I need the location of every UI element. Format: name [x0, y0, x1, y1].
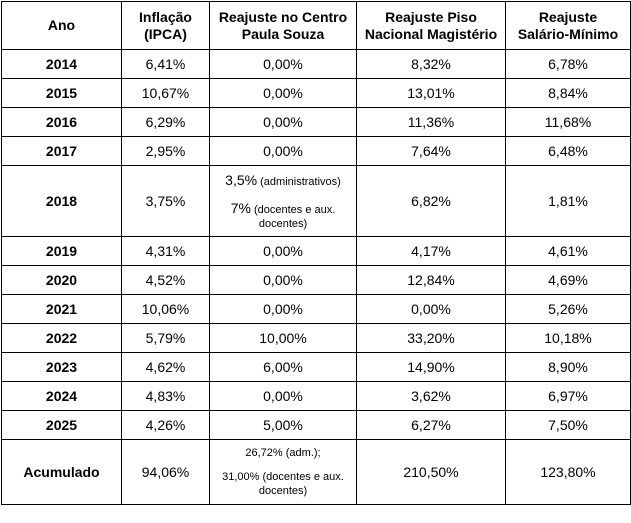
year-cell: 2022: [2, 324, 122, 353]
piso-cell: 33,20%: [357, 324, 506, 353]
salario-cell: 6,97%: [506, 382, 631, 411]
accumulated-piso: 210,50%: [357, 440, 506, 505]
table-row: [2, 79, 631, 108]
cps-admin-note: (administrativos): [257, 175, 341, 188]
salario-cell: 4,69%: [506, 266, 631, 295]
year-cell: 2015: [2, 79, 122, 108]
accumulated-cps: [210, 440, 357, 505]
inflacao-cell: 4,83%: [122, 382, 210, 411]
piso-cell: 11,36%: [357, 108, 506, 137]
header-row: [2, 2, 631, 50]
salario-cell: 8,84%: [506, 79, 631, 108]
inflacao-cell: 6,41%: [122, 50, 210, 79]
inflacao-cell: 6,29%: [122, 108, 210, 137]
cps-cell: 0,00%: [210, 108, 357, 137]
table-row: [2, 50, 631, 79]
piso-cell: 6,82%: [357, 166, 506, 237]
inflacao-cell: 10,06%: [122, 295, 210, 324]
salario-cell: 1,81%: [506, 166, 631, 237]
accumulated-cps-adm: 26,72% (adm.);: [245, 447, 321, 459]
cps-docentes-note: (docentes e aux.: [250, 203, 336, 216]
cps-docentes-value: 7%: [230, 199, 251, 216]
table-row: [2, 166, 631, 237]
inflacao-cell: 10,67%: [122, 79, 210, 108]
inflacao-cell: 4,52%: [122, 266, 210, 295]
cps-cell: 0,00%: [210, 295, 357, 324]
year-cell: 2024: [2, 382, 122, 411]
salario-cell: 8,90%: [506, 353, 631, 382]
cps-cell: 0,00%: [210, 237, 357, 266]
table-row: [2, 353, 631, 382]
piso-cell: 13,01%: [357, 79, 506, 108]
year-cell: 2018: [2, 166, 122, 237]
piso-cell: 6,27%: [357, 411, 506, 440]
year-cell: 2014: [2, 50, 122, 79]
salario-cell: 4,61%: [506, 237, 631, 266]
accumulated-salario: 123,80%: [506, 440, 631, 505]
cps-cell: [210, 166, 357, 237]
header-reajuste-salario: Reajuste Salário-Mínimo: [506, 2, 631, 50]
cps-cell: 6,00%: [210, 353, 357, 382]
year-cell: 2023: [2, 353, 122, 382]
year-cell: 2021: [2, 295, 122, 324]
accumulated-label: Acumulado: [2, 440, 122, 505]
year-cell: 2017: [2, 137, 122, 166]
table-row: [2, 266, 631, 295]
year-cell: 2025: [2, 411, 122, 440]
inflacao-cell: 4,26%: [122, 411, 210, 440]
salario-cell: 5,26%: [506, 295, 631, 324]
inflacao-cell: 2,95%: [122, 137, 210, 166]
piso-cell: 14,90%: [357, 353, 506, 382]
piso-cell: 12,84%: [357, 266, 506, 295]
piso-cell: 4,17%: [357, 237, 506, 266]
table-row: [2, 108, 631, 137]
table-row: [2, 324, 631, 353]
cps-cell: 0,00%: [210, 137, 357, 166]
cps-docentes-note-2: docentes): [258, 217, 308, 230]
cps-cell: 5,00%: [210, 411, 357, 440]
accumulated-inflacao: 94,06%: [122, 440, 210, 505]
table-row: [2, 382, 631, 411]
table-row: [2, 237, 631, 266]
salario-cell: 10,18%: [506, 324, 631, 353]
accumulated-row: [2, 440, 631, 505]
header-reajuste-cps: Reajuste no Centro Paula Souza: [210, 2, 357, 50]
table-row: [2, 137, 631, 166]
salary-adjustment-table: [1, 1, 631, 505]
cps-cell: 0,00%: [210, 382, 357, 411]
header-inflacao: Inflação (IPCA): [122, 2, 210, 50]
cps-admin-value: 3,5%: [225, 171, 258, 188]
header-ano: Ano: [2, 2, 122, 50]
cps-cell: 0,00%: [210, 79, 357, 108]
salario-cell: 6,48%: [506, 137, 631, 166]
cps-cell: 0,00%: [210, 266, 357, 295]
salario-cell: 11,68%: [506, 108, 631, 137]
piso-cell: 7,64%: [357, 137, 506, 166]
year-cell: 2020: [2, 266, 122, 295]
year-cell: 2019: [2, 237, 122, 266]
cps-cell: 10,00%: [210, 324, 357, 353]
accumulated-cps-docentes: 31,00% (docentes e aux.: [222, 471, 344, 483]
inflacao-cell: 3,75%: [122, 166, 210, 237]
piso-cell: 0,00%: [357, 295, 506, 324]
salario-cell: 6,78%: [506, 50, 631, 79]
inflacao-cell: 4,62%: [122, 353, 210, 382]
inflacao-cell: 4,31%: [122, 237, 210, 266]
salario-cell: 7,50%: [506, 411, 631, 440]
table-row: [2, 295, 631, 324]
cps-cell: 0,00%: [210, 50, 357, 79]
inflacao-cell: 5,79%: [122, 324, 210, 353]
year-cell: 2016: [2, 108, 122, 137]
piso-cell: 3,62%: [357, 382, 506, 411]
piso-cell: 8,32%: [357, 50, 506, 79]
accumulated-cps-docentes-2: docentes): [258, 485, 308, 497]
header-reajuste-piso: Reajuste Piso Nacional Magistério: [357, 2, 506, 50]
table-row: [2, 411, 631, 440]
